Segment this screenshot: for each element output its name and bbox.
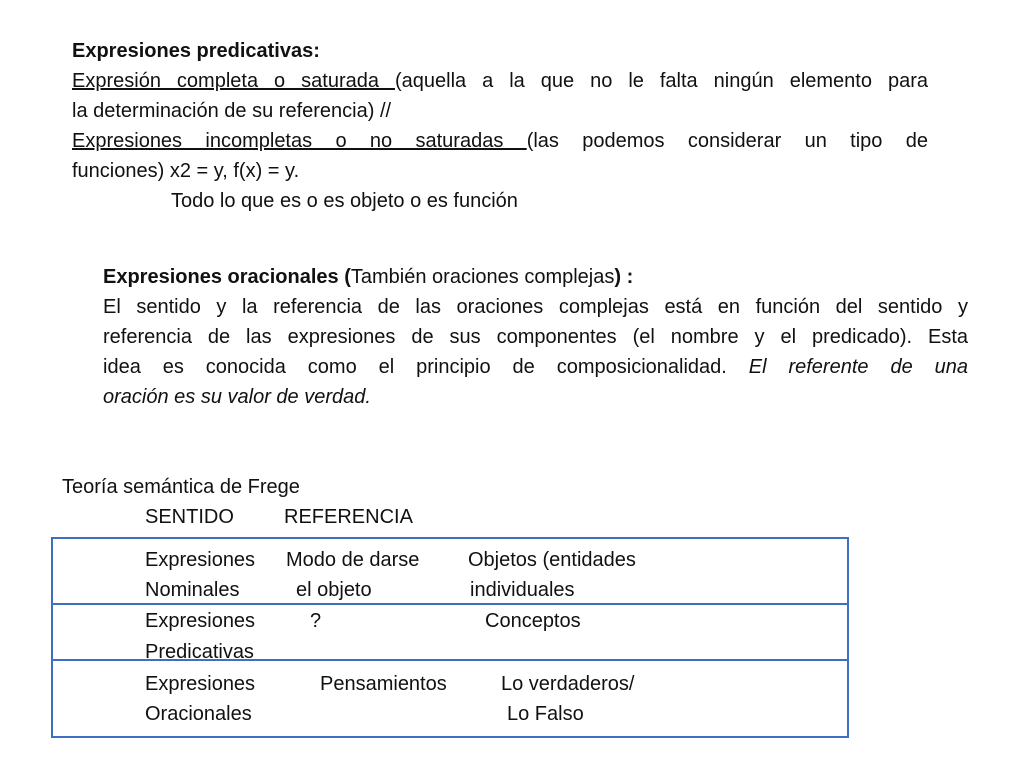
row3-col2-line1: Pensamientos (320, 673, 447, 695)
header-sentido: SENTIDO (145, 506, 234, 528)
section-oracionales (103, 262, 968, 412)
completa-rest: (aquella a la que no le falta ningún elemento para (394, 70, 928, 92)
row2-col2-line1: ? (310, 610, 322, 632)
oracionales-line-1: El sentido y la referencia de las oraciones complejas está en función del sentido y (103, 296, 968, 318)
row1-col3-line1: Objetos (entidades (468, 549, 636, 571)
incompletas-line-1 (72, 126, 928, 156)
section-frege (62, 472, 862, 532)
row1-col3-line2: individuales (470, 579, 575, 601)
frege-table (51, 537, 849, 738)
row1-col1-line2: Nominales (145, 579, 240, 601)
header-referencia: REFERENCIA (284, 506, 413, 528)
predicativas-heading: Expresiones predicativas: (72, 40, 320, 62)
oracionales-line-2: referencia de las expresiones de sus componentes (el nombre y el predicado). Esta (103, 326, 968, 348)
row1-col2-line2: el objeto (296, 579, 372, 601)
oracionales-heading-bold: Expresiones oracionales ( (103, 266, 351, 288)
row-separator-1 (53, 603, 847, 605)
row-separator-2 (53, 659, 847, 661)
incompletas-term: Expresiones incompletas o no saturadas (72, 130, 527, 152)
row2-col1-line1: Expresiones (145, 610, 256, 632)
oracionales-line-3-normal: idea es conocida como el principio de composicionalidad. (103, 356, 749, 378)
row3-col1-line1: Expresiones (145, 673, 256, 695)
completa-line-2: la determinación de su referencia) // (72, 100, 392, 122)
oracionales-line-3 (103, 352, 968, 382)
oracionales-line-4: oración es su valor de verdad. (103, 386, 371, 408)
oracionales-line-3-italic: El referente de una (748, 356, 968, 378)
row3-col3-line1: Lo verdaderos/ (501, 673, 635, 695)
row1-col1-line1: Expresiones (145, 549, 256, 571)
frege-title: Teoría semántica de Frege (62, 476, 300, 498)
row2-col3-line1: Conceptos (485, 610, 581, 632)
incompletas-rest: (las podemos considerar un tipo de (526, 130, 929, 152)
oracionales-heading-normal: También oraciones complejas (350, 266, 615, 288)
incompletas-line-2: funciones) x2 = y, f(x) = y. (72, 160, 300, 182)
todo-line: Todo lo que es o es objeto o es función (171, 190, 518, 212)
oracionales-heading-bold-end: ) : (614, 266, 634, 288)
row3-col3-line2: Lo Falso (507, 703, 584, 725)
completa-term: Expresión completa o saturada (72, 70, 395, 92)
oracionales-heading (103, 262, 968, 292)
section-predicativas (72, 36, 928, 216)
row2-col1-line2: Predicativas (145, 641, 254, 663)
frege-header (62, 502, 862, 532)
row3-col1-line2: Oracionales (145, 703, 252, 725)
row1-col2-line1: Modo de darse (286, 549, 420, 571)
completa-line-1 (72, 66, 928, 96)
